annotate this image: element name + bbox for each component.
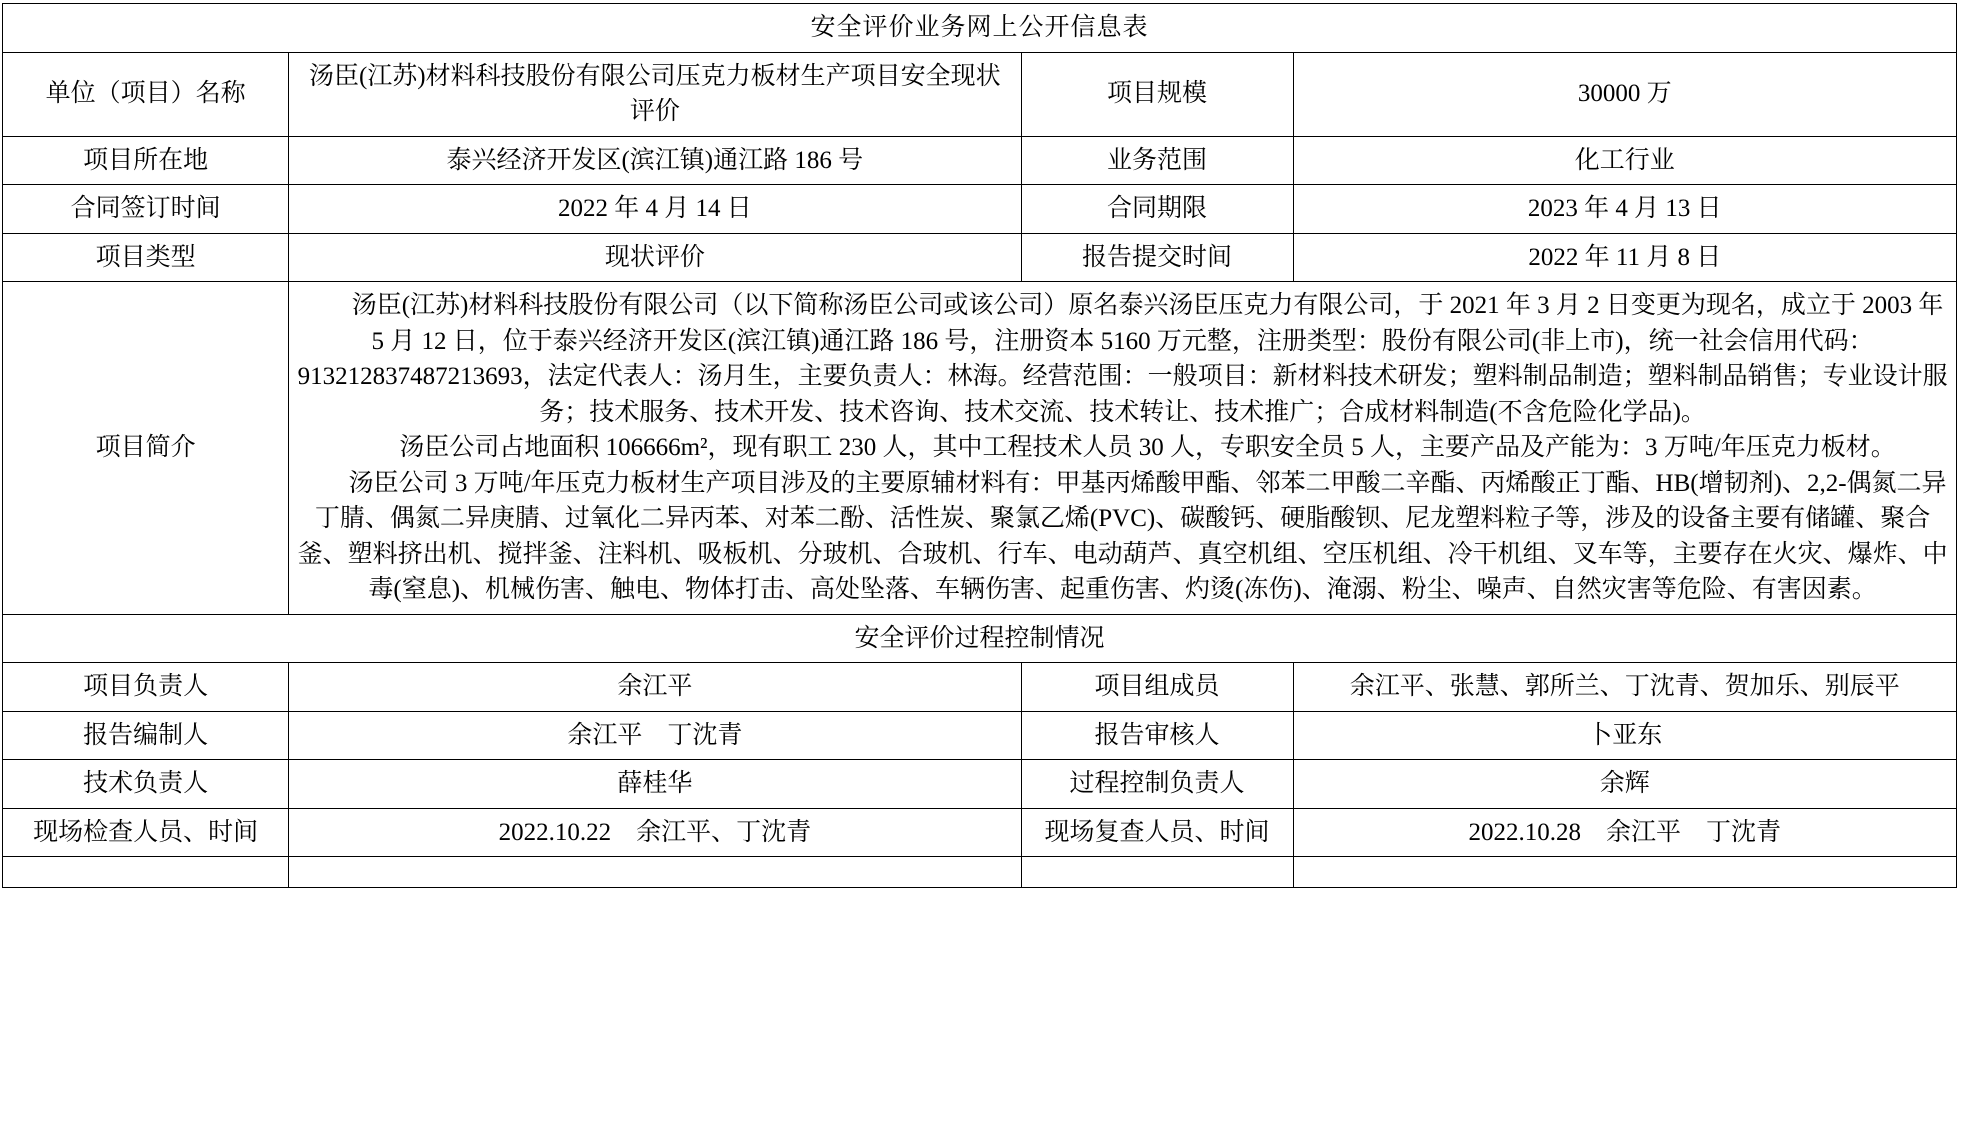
label-business-scope: 业务范围: [1021, 136, 1293, 185]
label-project-location: 项目所在地: [3, 136, 289, 185]
table-row-report-author: [3, 711, 1957, 760]
label-unit-name: 单位（项目）名称: [3, 52, 289, 136]
intro-paragraph-3: 汤臣公司 3 万吨/年压克力板材生产项目涉及的主要原辅材料有：甲基丙烯酸甲酯、邻苯二甲酸二辛酯、丙烯酸正丁酯、HB(增韧剂)、2,2-偶氮二异丁腈、偶氮二异庚腈、过氧化二异丙苯、对苯二酚、活性炭、聚氯乙烯(PVC)、碳酸钙、硬脂酸钡、尼龙塑料粒子等，涉及的设备主要有储罐、聚合釜、塑料挤出机、搅拌釜、注料机、吸板机、分玻机、合玻机、行车、电动葫芦、真空机组、空压机组、冷干机组、叉车等，主要存在火灾、爆炸、中毒(窒息)、机械伤害、触电、物体打击、高处坠落、车辆伤害、起重伤害、灼烫(冻伤)、淹溺、粉尘、噪声、自然灾害等危险、有害因素。: [297, 469, 1948, 603]
value-contract-signing-date: 2022 年 4 月 14 日: [289, 185, 1021, 234]
table-row-project-leader: [3, 663, 1957, 712]
public-information-table: [2, 3, 1957, 888]
table-row-project-intro: [3, 282, 1957, 615]
partial-cell-4: [1293, 857, 1956, 888]
partial-cell-3: [1021, 857, 1293, 888]
label-report-author: 报告编制人: [3, 711, 289, 760]
label-project-scale: 项目规模: [1021, 52, 1293, 136]
label-report-submit-date: 报告提交时间: [1021, 233, 1293, 282]
value-unit-name: 汤臣(江苏)材料科技股份有限公司压克力板材生产项目安全现状评价: [289, 52, 1021, 136]
value-report-reviewer: 卜亚东: [1293, 711, 1956, 760]
value-contract-period: 2023 年 4 月 13 日: [1293, 185, 1956, 234]
value-project-location: 泰兴经济开发区(滨江镇)通江路 186 号: [289, 136, 1021, 185]
label-project-members: 项目组成员: [1021, 663, 1293, 712]
table-row-section-heading: [3, 614, 1957, 663]
section-heading-process-control: 安全评价过程控制情况: [3, 614, 1957, 663]
table-row-site-inspection: [3, 808, 1957, 857]
label-project-type: 项目类型: [3, 233, 289, 282]
value-site-inspection: 2022.10.22 余江平、丁沈青: [289, 808, 1021, 857]
table-row-technical-leader: [3, 760, 1957, 809]
table-row-partial-bottom: [3, 857, 1957, 888]
partial-cell-2: [289, 857, 1021, 888]
value-report-author: 余江平 丁沈青: [289, 711, 1021, 760]
label-contract-period: 合同期限: [1021, 185, 1293, 234]
value-business-scope: 化工行业: [1293, 136, 1956, 185]
value-project-scale: 30000 万: [1293, 52, 1956, 136]
label-site-recheck: 现场复查人员、时间: [1021, 808, 1293, 857]
intro-paragraph-1: 汤臣(江苏)材料科技股份有限公司（以下简称汤臣公司或该公司）原名泰兴汤臣压克力有限公司，于 2021 年 3 月 2 日变更为现名，成立于 2003 年 5 月 12 日，位于泰兴经济开发区(滨江镇)通江路 186 号，注册资本 5160 万元整，注册类型：股份有限公司(非上市)，统一社会信用代码：913212837487213693，法定代表人：汤月生，主要负责人：林海。经营范围：一般项目：新材料技术研发；塑料制品制造；塑料制品销售；专业设计服务；技术服务、技术开发、技术咨询、技术交流、技术转让、技术推广；合成材料制造(不含危险化学品)。: [297, 292, 1948, 426]
label-report-reviewer: 报告审核人: [1021, 711, 1293, 760]
label-technical-leader: 技术负责人: [3, 760, 289, 809]
intro-paragraph-2: 汤臣公司占地面积 106666m²，现有职工 230 人，其中工程技术人员 30 人，专职安全员 5 人，主要产品及产能为：3 万吨/年压克力板材。: [399, 434, 1896, 461]
label-project-intro: 项目简介: [3, 282, 289, 615]
value-project-members: 余江平、张慧、郭所兰、丁沈青、贺加乐、别辰平: [1293, 663, 1956, 712]
value-project-intro: [289, 282, 1957, 615]
table-row-contract-date: [3, 185, 1957, 234]
table-row-unit-name: [3, 52, 1957, 136]
label-contract-signing-date: 合同签订时间: [3, 185, 289, 234]
document-title: 安全评价业务网上公开信息表: [3, 4, 1957, 53]
label-site-inspection: 现场检查人员、时间: [3, 808, 289, 857]
label-process-control-leader: 过程控制负责人: [1021, 760, 1293, 809]
value-site-recheck: 2022.10.28 余江平 丁沈青: [1293, 808, 1956, 857]
table-row-project-type: [3, 233, 1957, 282]
value-technical-leader: 薛桂华: [289, 760, 1021, 809]
value-project-leader: 余江平: [289, 663, 1021, 712]
label-project-leader: 项目负责人: [3, 663, 289, 712]
table-row-title: [3, 4, 1957, 53]
value-report-submit-date: 2022 年 11 月 8 日: [1293, 233, 1956, 282]
value-project-type: 现状评价: [289, 233, 1021, 282]
table-row-location: [3, 136, 1957, 185]
partial-cell-1: [3, 857, 289, 888]
value-process-control-leader: 余辉: [1293, 760, 1956, 809]
